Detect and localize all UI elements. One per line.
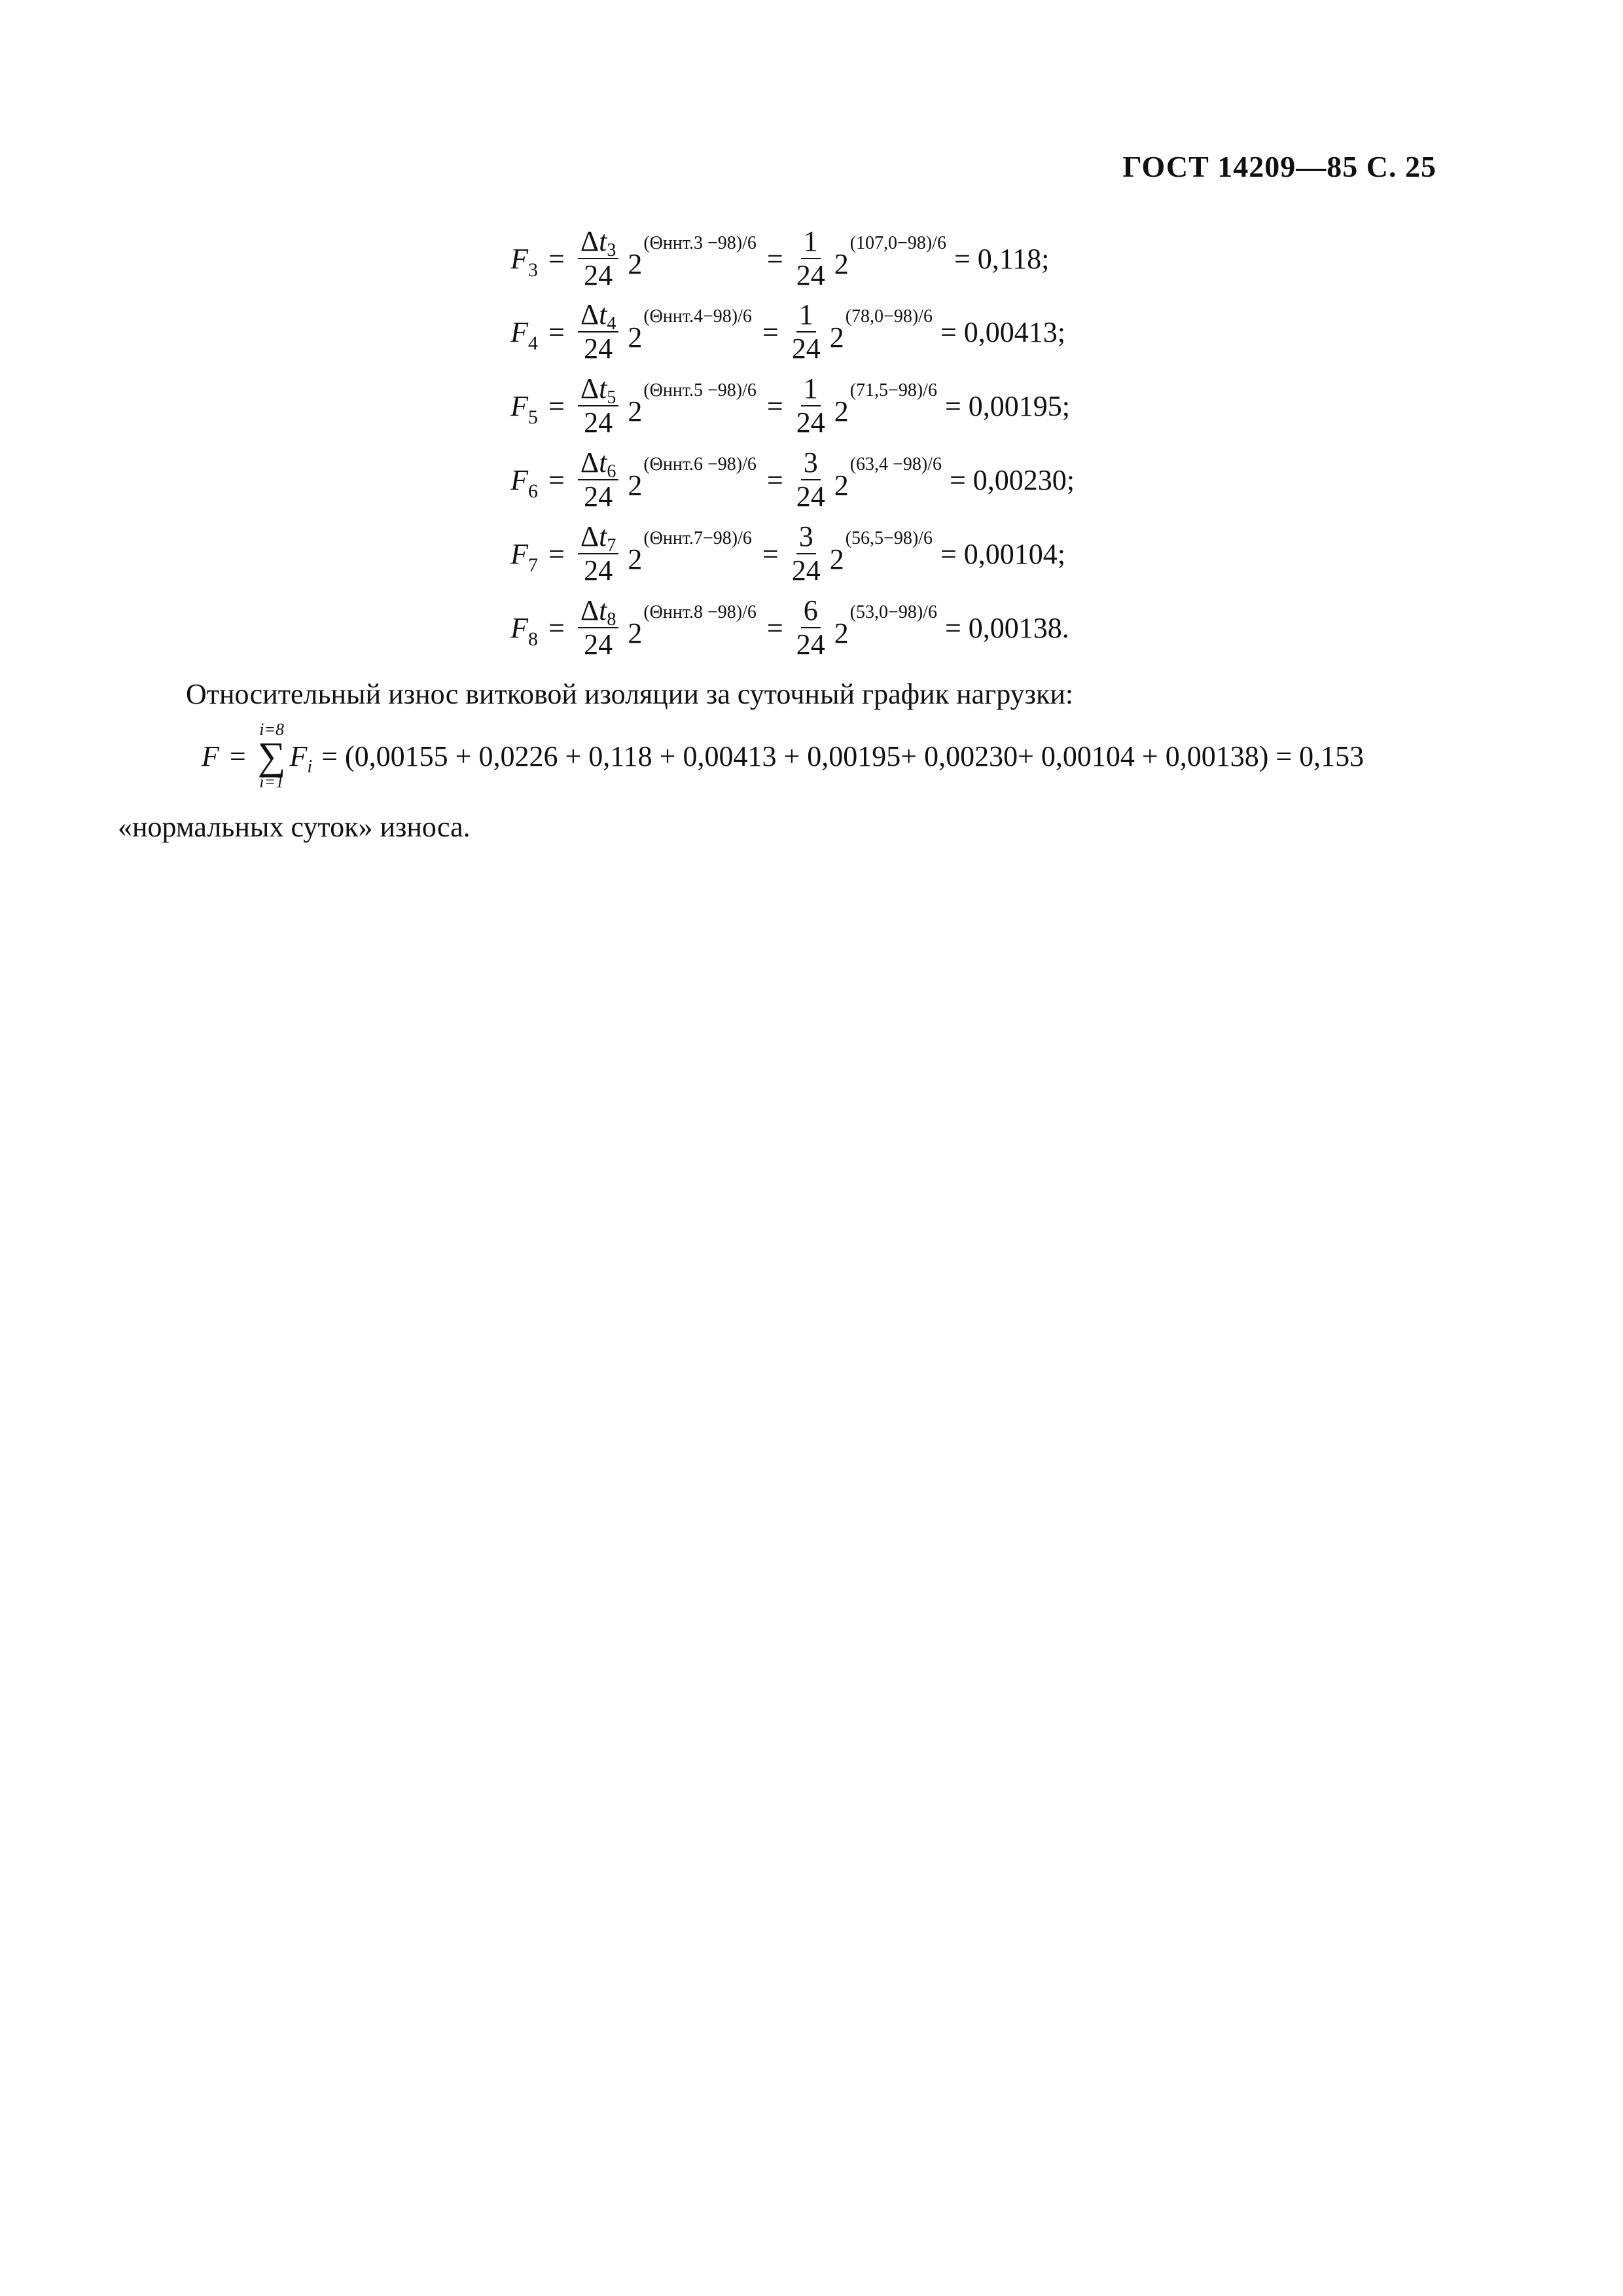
- formula-coef: 1: [801, 374, 821, 406]
- formula-pow-base: 2: [628, 469, 643, 501]
- formula-sub: 8: [528, 628, 538, 650]
- formula-den: 24: [796, 480, 825, 512]
- formula-exp1: (Θннт.5 −98)/6: [643, 380, 757, 401]
- equals-sign: =: [766, 611, 783, 644]
- formula-sub: 3: [528, 259, 538, 281]
- formula-result: = 0,118;: [954, 242, 1050, 275]
- delta-t-fraction: [578, 374, 619, 438]
- power-value: [834, 454, 942, 501]
- power-value: [829, 528, 933, 575]
- formula-coef: 3: [796, 522, 816, 554]
- formula-exp1: (Θннт.4−98)/6: [643, 306, 752, 327]
- power-expression: [628, 232, 757, 280]
- formula-row-f7: [500, 518, 1065, 590]
- formula-row-f5: [500, 370, 1070, 442]
- formula-exp2: (53,0−98)/6: [849, 601, 937, 622]
- formula-dt-sub: 7: [607, 535, 616, 556]
- formula-dt-sub: 5: [607, 387, 616, 408]
- equals-sign: =: [548, 537, 565, 570]
- formula-F: F: [510, 315, 528, 348]
- formula-t: t: [599, 224, 607, 257]
- formula-dt-sub: 4: [607, 313, 616, 334]
- formula-exp1: (Θннт.3 −98)/6: [643, 232, 757, 253]
- formula-exp2: (107,0−98)/6: [849, 232, 946, 253]
- formula-den: 24: [584, 259, 613, 291]
- coef-fraction: [796, 226, 825, 291]
- formula-pow-base: 2: [834, 617, 849, 649]
- formula-dt: Δ: [580, 298, 599, 331]
- formula-pow-base: 2: [834, 247, 849, 280]
- sigma-lower: i=1: [259, 772, 284, 791]
- formula-dt: Δ: [580, 224, 599, 257]
- formula-sub: 6: [528, 480, 538, 502]
- formula-pow-base: 2: [834, 469, 849, 501]
- formula-row-f3: [500, 223, 1049, 295]
- formula-pow-base: 2: [628, 321, 643, 353]
- power-expression: [628, 454, 757, 501]
- power-value: [834, 601, 937, 649]
- sum-lhs: F: [202, 740, 219, 772]
- formula-coef: 1: [801, 226, 821, 259]
- formula-dt-sub: 3: [607, 240, 616, 260]
- equals-sign: =: [229, 740, 246, 772]
- page-header: ГОСТ 14209—85 С. 25: [1122, 150, 1436, 183]
- sum-term: $F_i$: [289, 740, 313, 777]
- equals-sign: =: [762, 537, 779, 570]
- formula-pow-base: 2: [829, 321, 844, 353]
- formula-dt: Δ: [580, 520, 599, 552]
- formula-sub: 5: [528, 406, 538, 428]
- formula-pow-base: 2: [628, 395, 643, 427]
- formula-den: 24: [796, 406, 825, 439]
- formula-pow-base: 2: [829, 543, 844, 575]
- formula-pow-base: 2: [628, 617, 643, 649]
- formula-F: F: [510, 611, 528, 644]
- formula-exp2: (63,4 −98)/6: [849, 454, 942, 475]
- formula-exp1: (Θннт.7−98)/6: [643, 528, 752, 548]
- coef-fraction: [796, 448, 825, 512]
- equals-sign: =: [766, 242, 783, 275]
- coef-fraction: [792, 300, 821, 364]
- formula-lhs: [500, 242, 538, 281]
- formula-exp2: (78,0−98)/6: [845, 306, 933, 327]
- power-value: [834, 380, 937, 427]
- coef-fraction: [796, 596, 825, 660]
- formula-result: = 0,00413;: [940, 315, 1065, 348]
- formula-den: 24: [796, 628, 825, 660]
- power-value: [834, 232, 946, 280]
- formula-pow-base: 2: [628, 543, 643, 575]
- coef-fraction: [796, 374, 825, 438]
- formula-den: 24: [584, 554, 613, 586]
- formula-den: 24: [584, 628, 613, 660]
- sigma-symbol: i=8 ∑ i=1: [257, 720, 286, 791]
- formula-F: F: [510, 537, 528, 570]
- equals-sign: =: [766, 463, 783, 496]
- power-expression: [628, 601, 757, 649]
- formula-coef: 1: [796, 300, 816, 332]
- formula-sub: 7: [528, 554, 538, 576]
- formula-dt-sub: 6: [607, 461, 616, 482]
- formula-exp2: (56,5−98)/6: [845, 528, 933, 548]
- formula-exp2: (71,5−98)/6: [849, 380, 937, 401]
- delta-t-fraction: [578, 448, 619, 512]
- formula-result: = 0,00104;: [940, 537, 1065, 570]
- formula-sub: 4: [528, 332, 538, 354]
- formula-F: F: [510, 242, 528, 275]
- formula-exp1: (Θннт.8 −98)/6: [643, 601, 757, 622]
- formula-den: 24: [791, 332, 821, 365]
- formula-row-f4: [500, 296, 1065, 368]
- equals-sign: =: [548, 389, 565, 422]
- tail-text: «нормальных суток» износа.: [118, 811, 471, 843]
- formula-row-f8: [500, 592, 1069, 664]
- power-value: [829, 306, 933, 353]
- formula-coef: 6: [801, 596, 821, 628]
- formula-dt: Δ: [580, 372, 599, 404]
- formula-pow-base: 2: [834, 395, 849, 427]
- formula-pow-base: 2: [628, 247, 643, 280]
- equals-sign: =: [762, 315, 779, 348]
- delta-t-fraction: [578, 596, 619, 660]
- formula-dt: Δ: [580, 446, 599, 478]
- formula-lhs: [500, 315, 538, 354]
- equals-sign: =: [548, 315, 565, 348]
- equals-sign: =: [766, 389, 783, 422]
- formula-lhs: [500, 537, 538, 576]
- formula-den: 24: [796, 259, 825, 291]
- coef-fraction: [792, 522, 821, 586]
- power-expression: [628, 528, 752, 575]
- equals-sign: =: [548, 242, 565, 275]
- delta-t-fraction: [578, 300, 619, 364]
- equals-sign: =: [548, 463, 565, 496]
- formula-t: t: [599, 520, 607, 552]
- formula-result: = 0,00138.: [944, 611, 1069, 644]
- formula-lhs: [500, 389, 538, 428]
- formula-F: F: [510, 389, 528, 422]
- equals-sign: =: [548, 611, 565, 644]
- formula-dt-sub: 8: [607, 609, 616, 630]
- sum-formula: [202, 713, 1364, 798]
- formula-row-f6: [500, 444, 1075, 516]
- formula-t: t: [599, 594, 607, 626]
- formula-lhs: [500, 611, 538, 650]
- formula-coef: 3: [801, 448, 821, 480]
- formula-exp1: (Θннт.6 −98)/6: [643, 454, 757, 475]
- sigma-upper: i=8: [259, 720, 284, 739]
- formula-lhs: [500, 463, 538, 502]
- formula-den: 24: [584, 406, 613, 439]
- paragraph-text: Относительный износ витковой изоляции за суточный график нагрузки:: [186, 678, 1074, 710]
- formula-result: = 0,00230;: [949, 463, 1075, 496]
- formula-t: t: [599, 298, 607, 331]
- power-expression: [628, 380, 757, 427]
- formula-result: = 0,00195;: [944, 389, 1070, 422]
- formula-den: 24: [584, 332, 613, 365]
- formula-F: F: [510, 463, 528, 496]
- sum-expression: = (0,00155 + 0,0226 + 0,118 + 0,00413 + 0,00195+ 0,00230+ 0,00104 + 0,00138) = 0,153: [321, 740, 1364, 772]
- delta-t-fraction: [578, 226, 619, 291]
- formula-t: t: [599, 372, 607, 404]
- power-expression: [628, 306, 752, 353]
- formula-dt: Δ: [580, 594, 599, 626]
- formula-den: 24: [791, 554, 821, 586]
- delta-t-fraction: [578, 522, 619, 586]
- formula-den: 24: [584, 480, 613, 512]
- formula-t: t: [599, 446, 607, 478]
